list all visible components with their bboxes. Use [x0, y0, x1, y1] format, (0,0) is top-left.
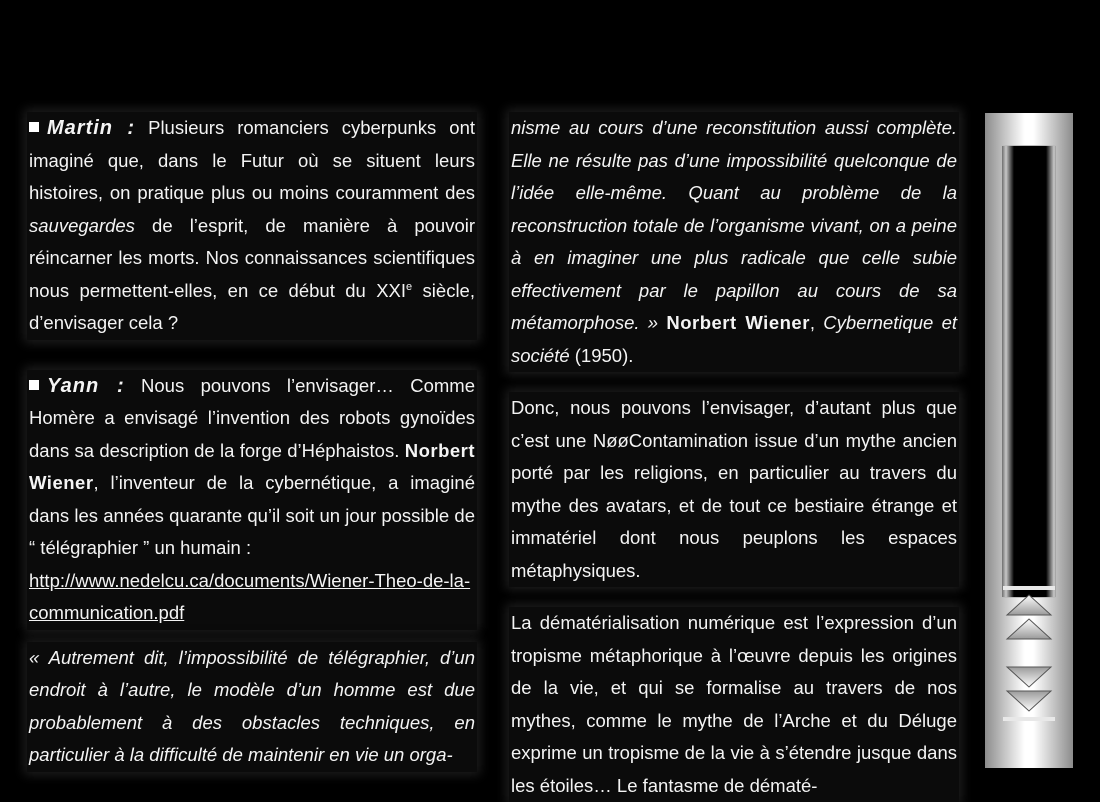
scroll-down-button[interactable] — [1005, 665, 1053, 715]
double-up-arrow-icon — [1005, 593, 1053, 643]
paragraph-dematerialisation-text: La dématérialisation numérique est l’expression d’un tropisme métaphorique à l’œuvre depuis les origines de la vie, et qui se formalise au travers de nos mythes, comme le mythe de l’Arche et du Déluge exprime un tropisme de la vie à s’étendre jusque dans les étoiles… Le fantasme de dématé- — [511, 612, 957, 796]
paragraph-dematerialisation — [509, 607, 959, 802]
wiener-pdf-link[interactable]: http://www.nedelcu.ca/documents/Wiener-Theo-de-la-communication.pdf — [29, 569, 471, 623]
yann-answer-block — [27, 370, 477, 630]
scroll-up-button[interactable] — [1005, 593, 1053, 643]
quote-book-title: Cybernetique et société — [511, 312, 958, 366]
yann-text-part2: , l’inventeur de la cybernétique, a imaginé dans les années quarante qu’il soit un jour possible de “ télégraphier ” un humain : — [29, 472, 475, 558]
martin-text-part2: de l’esprit, de manière à pouvoir réincarner les morts. Nos connaissances scientifiques nous permettent-elles, en ce début du XXI — [29, 214, 475, 301]
paragraph-noocontamination-text: Donc, nous pouvons l’envisager, d’autant plus que c’est une NøøContamination issue d’un mythe ancien porté par les religions, en particulier au travers du mythe des avatars, et de tout ce bestiaire étrange et immatériel dont nous peuplons les espaces métaphysiques. — [511, 397, 957, 581]
yann-text-part1: Nous pouvons l’envisager… Comme Homère a envisagé l’invention des robots gynoïdes dans sa description de la forge d’Héphaistos. — [29, 374, 476, 461]
martin-text-sauvegardes: sauvegardes — [29, 214, 135, 236]
speaker-yann: Yann : — [47, 374, 125, 397]
quote-author-name: Norbert Wiener — [666, 312, 810, 333]
martin-text-part3: siècle, d’envisager cela ? — [29, 279, 475, 333]
left-column — [27, 112, 477, 772]
scroll-track[interactable] — [1001, 145, 1057, 598]
paragraph-noocontamination — [509, 392, 959, 587]
martin-question-block — [27, 112, 477, 340]
double-down-arrow-icon — [1005, 665, 1053, 715]
wiener-quote-block-left — [27, 642, 477, 772]
author-name-wiener: Norbert Wiener — [29, 439, 476, 493]
right-column — [509, 112, 959, 802]
vertical-scrollbar[interactable] — [985, 113, 1073, 768]
wiener-quote-text-left: « Autrement dit, l’impossibilité de télégraphier, d’un endroit à l’autre, le modèle d’un homme est due probablement à des obstacles techniques, en particulier à la difficulté de maintenir en vie un orga- — [29, 646, 475, 765]
martin-superscript: e — [406, 280, 413, 293]
wiener-quote-block-right — [509, 112, 959, 372]
bullet-square-icon — [29, 122, 39, 132]
quote-year: (1950). — [574, 344, 634, 366]
wiener-quote-text-right: nisme au cours d’une reconstitution aussi complète. Elle ne résulte pas d’une impossibilité quelconque de l’idée elle-même. Quant au problème de la reconstruction totale de l’organisme vivant, on a peine à en imaginer une plus radicale que celle subie effectivement par le papillon au cours de sa métamorphose. » — [511, 117, 957, 333]
bullet-square-icon — [29, 380, 39, 390]
scroll-grip-line-bottom — [1003, 717, 1055, 721]
scroll-grip-line-top — [1003, 586, 1055, 590]
martin-text-part1: Plusieurs romanciers cyberpunks ont imaginé que, dans le Futur où se situent leurs histoires, on pratique plus ou moins couramment des — [29, 117, 476, 203]
quote-separator: , — [809, 312, 816, 333]
speaker-martin: Martin : — [47, 117, 136, 139]
